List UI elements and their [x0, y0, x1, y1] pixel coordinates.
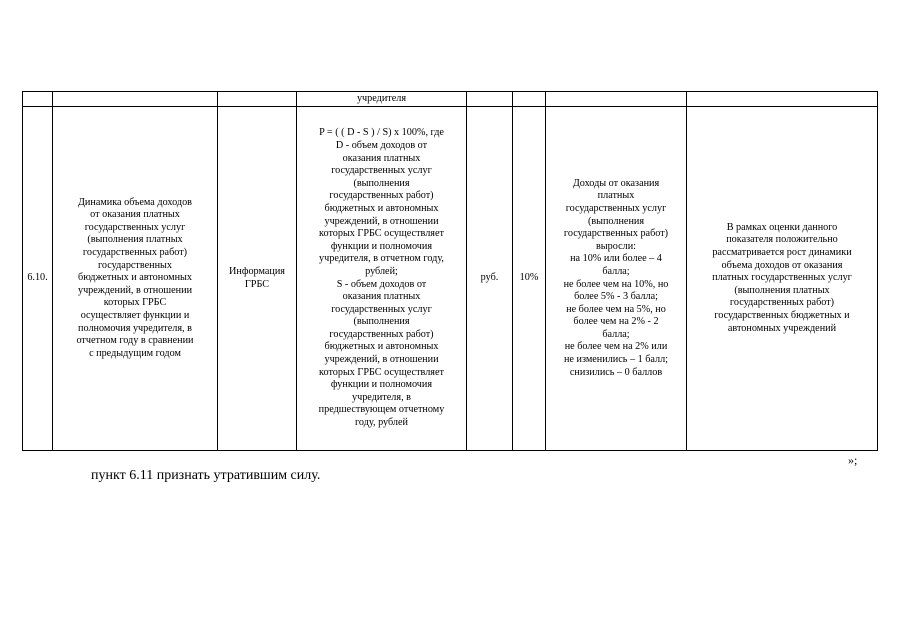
text-line: Доходы от оказания: [572, 177, 660, 189]
table-row: [23, 107, 878, 451]
text-line: государственных работ): [563, 228, 669, 240]
text-line: D - объем доходов от: [335, 139, 428, 151]
text-line: (выполнения: [587, 215, 645, 227]
source-cell: [218, 107, 297, 451]
text-line: году, рублей: [355, 417, 408, 429]
text-line: учреждений, в отношении: [324, 354, 439, 366]
cell-empty: [53, 92, 218, 107]
text-line: государственных услуг: [331, 165, 432, 177]
text-line: осуществляет функции и: [80, 309, 190, 321]
text-line: ГРБС: [244, 278, 270, 290]
text-line: P = ( ( D - S ) / S) x 100%, где: [319, 127, 444, 139]
text-line: не более чем на 10%, но: [563, 278, 669, 290]
text-line: более чем на 2% - 2: [573, 316, 659, 328]
text-line: отчетном году в сравнении: [76, 335, 194, 347]
indicator-name-cell: [53, 107, 218, 451]
text-line: предшествующем отчетному: [318, 404, 445, 416]
text-line: от оказания платных: [90, 209, 180, 221]
text-line: учреждений, в отношении: [324, 215, 439, 227]
text-line: Информация: [229, 265, 285, 277]
text-line: оказания платных: [342, 152, 421, 164]
text-line: государственных работ): [729, 297, 835, 309]
unit-cell: руб.: [467, 107, 513, 451]
text-line: рассматривается рост динамики: [712, 247, 852, 259]
text-line: В рамках оценки данного: [726, 221, 838, 233]
text-line: (выполнения: [353, 177, 410, 189]
text-line: снизились – 0 баллов: [569, 366, 663, 378]
weight-cell: 10%: [513, 107, 546, 451]
cell-empty: [687, 92, 878, 107]
formula-tail-cell: учредителя: [297, 92, 467, 107]
text-line: которых ГРБС: [103, 297, 167, 309]
text-line: платных государственных услуг: [712, 272, 852, 284]
formula-cell: [297, 107, 467, 451]
indicator-table: [22, 91, 878, 451]
note-cell: [687, 107, 878, 451]
text-line: государственных работ): [329, 190, 434, 202]
text-line: оказания платных: [342, 291, 421, 303]
amendment-paragraph: пункт 6.11 признать утратившим силу.: [91, 468, 321, 483]
table-row-continuation: [23, 92, 878, 107]
text-line: которых ГРБС осуществляет: [319, 366, 444, 378]
text-line: бюджетных и автономных: [78, 272, 192, 284]
text-line: объема доходов от оказания: [721, 259, 843, 271]
text-line: (выполнения платных: [734, 284, 830, 296]
scoring-cell: [546, 107, 687, 451]
text-line: балла;: [602, 265, 630, 277]
text-line: государственных бюджетных и: [714, 309, 850, 321]
text-line: не более чем на 5%, но: [566, 303, 666, 315]
text-line: с предыдущим годом: [89, 347, 181, 359]
text-line: учредителя, в: [352, 391, 411, 403]
text-line: Динамика объема доходов: [77, 196, 192, 208]
text-line: выросли:: [596, 240, 636, 252]
text-line: (выполнения платных: [87, 234, 183, 246]
text-line: не более чем на 2% или: [564, 341, 668, 353]
indicator-name-lines: [55, 197, 215, 361]
text-line: государственных услуг: [331, 303, 432, 315]
cell-empty: [218, 92, 297, 107]
text-line: государственных: [98, 259, 172, 271]
text-line: учреждений, в отношении: [77, 284, 193, 296]
text-line: государственных услуг: [84, 221, 186, 233]
cell-empty: [23, 92, 53, 107]
text-line: автономных учреждений: [727, 322, 837, 334]
text-line: платных: [597, 190, 635, 202]
note-lines: [689, 222, 875, 335]
text-line: рублей;: [365, 265, 398, 277]
text-line: полномочия учредителя, в: [78, 322, 192, 334]
text-line: (выполнения: [353, 316, 410, 328]
cell-empty: [467, 92, 513, 107]
text-line: балла;: [602, 328, 630, 340]
text-line: учредителя, в отчетном году,: [319, 253, 444, 265]
text-line: функции и полномочия: [330, 379, 433, 391]
source-lines: [220, 266, 294, 291]
formula-lines: [299, 127, 464, 429]
row-number-cell: 6.10.: [23, 107, 53, 451]
text-line: бюджетных и автономных: [324, 341, 439, 353]
text-line: более 5% - 3 балла;: [574, 291, 658, 303]
cell-empty: [513, 92, 546, 107]
text-line: не изменились – 1 балл;: [563, 354, 669, 366]
cell-empty: [546, 92, 687, 107]
scoring-lines: [548, 178, 684, 380]
text-line: показателя положительно: [726, 234, 838, 246]
text-line: на 10% или более – 4: [570, 253, 662, 265]
closing-quote: »;: [848, 453, 858, 467]
text-line: государственных услуг: [565, 202, 667, 214]
text-line: S - объем доходов от: [336, 278, 427, 290]
text-line: бюджетных и автономных: [324, 202, 439, 214]
text-line: государственных работ): [329, 328, 434, 340]
text-line: государственных работ): [82, 247, 188, 259]
text-line: функции и полномочия: [330, 240, 433, 252]
text-line: которых ГРБС осуществляет: [319, 228, 444, 240]
